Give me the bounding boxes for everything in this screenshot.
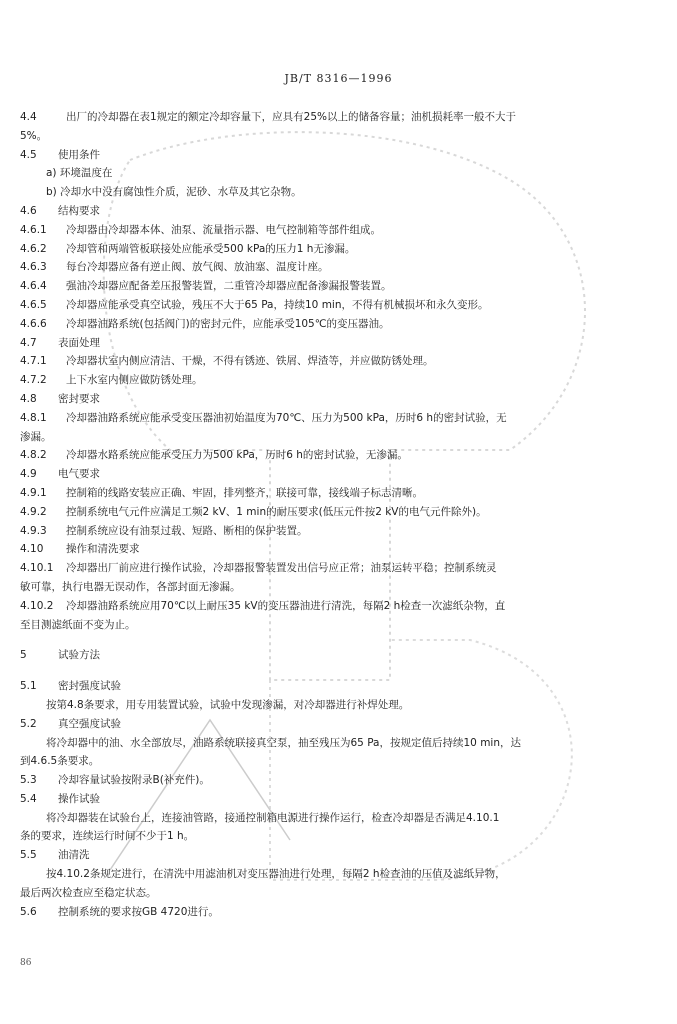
clause-text: 冷却管和两端管板联接处应能承受500 kPa的压力1 h无渗漏。 [66, 242, 356, 255]
clause-4-6-4 [20, 277, 645, 296]
clause-text: 冷却器油路系统应用70℃以上耐压35 kV的变压器油进行清洗，每隔2 h检查一次滤纸杂物，直 [66, 599, 506, 612]
clause-4-5 [20, 146, 645, 165]
clause-5-2-continued [20, 752, 645, 771]
clause-5-5-text [20, 865, 645, 884]
section-gap [20, 634, 645, 646]
clause-text: 冷却器由冷却器本体、油泵、流量指示器、电气控制箱等部件组成。 [66, 223, 381, 236]
clause-title: 密封要求 [58, 392, 100, 405]
clause-text: 冷却器应能承受真空试验，残压不大于65 Pa，持续10 min，不得有机械损坏和永久变形。 [66, 298, 489, 311]
section-number: 5 [20, 649, 27, 662]
page-header: JB/T 8316—1996 [284, 72, 393, 85]
clause-number: 4.7 [20, 336, 37, 349]
clause-5-5 [20, 846, 645, 865]
clause-number: 4.9.3 [20, 524, 47, 537]
clause-4-9 [20, 465, 645, 484]
clause-number: 5.2 [20, 717, 37, 730]
clause-text: 按第4.8条要求，用专用装置试验，试验中发现渗漏，对冷却器进行补焊处理。 [46, 698, 410, 711]
clause-number: 5.5 [20, 849, 37, 862]
clause-number: 5.6 [20, 905, 37, 918]
clause-text: 敏可靠，执行电器无误动作，各部封面无渗漏。 [20, 580, 241, 593]
clause-5-6 [20, 903, 645, 922]
clause-text: 条的要求，连续运行时间不少于1 h。 [20, 830, 195, 843]
clause-5-5-continued [20, 884, 645, 903]
clause-4-8-2 [20, 446, 645, 465]
clause-text: 最后两次检查应至稳定状态。 [20, 886, 157, 899]
clause-4-9-1 [20, 484, 645, 503]
clause-number: 4.10.2 [20, 599, 54, 612]
clause-title: 操作和清洗要求 [66, 543, 140, 556]
clause-number: 4.7.1 [20, 355, 47, 368]
clause-number: 4.10.1 [20, 562, 54, 575]
clause-text: 冷却器油路系统应能承受变压器油初始温度为70℃、压力为500 kPa，历时6 h的密封试验，无 [66, 411, 507, 424]
clause-text: 按4.10.2条规定进行，在清洗中用滤油机对变压器油进行处理，每隔2 h检查油的压值及滤纸异物， [46, 868, 506, 881]
clause-5-2-text [20, 734, 645, 753]
document-body [20, 108, 645, 921]
clause-number: 4.4 [20, 111, 37, 123]
clause-4-6 [20, 202, 645, 221]
clause-4-6-2 [20, 240, 645, 259]
clause-4-9-3 [20, 522, 645, 541]
clause-4-10-1 [20, 559, 645, 578]
clause-4-8-1 [20, 409, 645, 428]
clause-text: 强油冷却器应配备差压报警装置，二重管冷却器应配备渗漏报警装置。 [66, 280, 392, 293]
clause-number: 4.6.4 [20, 280, 47, 293]
clause-title: 使用条件 [58, 148, 100, 161]
clause-5-4-text [20, 809, 645, 828]
clause-title: 表面处理 [58, 336, 100, 349]
clause-text: 5%。 [20, 129, 48, 142]
clause-4-5-a [20, 164, 645, 183]
clause-text: 控制箱的线路安装应正确、牢固，排列整齐，联接可靠，接线端子标志清晰。 [66, 486, 423, 499]
clause-text: 上下水室内侧应做防锈处理。 [66, 374, 203, 387]
clause-number: 4.10 [20, 543, 44, 556]
clause-number: 4.8.1 [20, 411, 47, 424]
clause-text: b) 冷却水中没有腐蚀性介质，泥砂、水草及其它杂物。 [46, 186, 302, 199]
clause-text: 至目测滤纸面不变为止。 [20, 618, 136, 631]
section-title: 试验方法 [58, 649, 100, 662]
clause-4-7-2 [20, 371, 645, 390]
clause-text: 出厂的冷却器在表1规定的额定冷却容量下，应具有25%以上的储备容量；油机损耗率一般不大于 [66, 111, 517, 123]
clause-number: 4.6.2 [20, 242, 47, 255]
clause-5-3 [20, 771, 645, 790]
clause-4-7 [20, 334, 645, 353]
clause-text: 控制系统的要求按GB 4720进行。 [58, 905, 219, 918]
clause-4-8 [20, 390, 645, 409]
clause-number: 4.5 [20, 148, 37, 161]
clause-4-6-1 [20, 221, 645, 240]
clause-4-4 [20, 108, 645, 127]
clause-text: 到4.6.5条要求。 [20, 755, 100, 768]
clause-text: 将冷却器装在试验台上，连接油管路，接通控制箱电源进行操作运行，检查冷却器是否满足4.10.1 [46, 811, 500, 824]
section-5 [20, 646, 645, 665]
clause-4-10 [20, 540, 645, 559]
clause-4-10-1-continued [20, 578, 645, 597]
clause-title: 电气要求 [58, 468, 100, 481]
clause-text: 冷却容量试验按附录B(补充件)。 [58, 774, 210, 787]
clause-4-10-2 [20, 597, 645, 616]
clause-title: 密封强度试验 [58, 680, 121, 693]
clause-title: 油清洗 [58, 849, 90, 862]
clause-4-6-3 [20, 258, 645, 277]
clause-text: 冷却器油路系统(包括阀门)的密封元件，应能承受105℃的变压器油。 [66, 317, 390, 330]
clause-number: 4.6.5 [20, 298, 47, 311]
clause-4-9-2 [20, 503, 645, 522]
clause-4-8-1-continued [20, 428, 645, 447]
clause-5-1-text [20, 696, 645, 715]
clause-text: 冷却器出厂前应进行操作试验，冷却器报警装置发出信号应正常；油泵运转平稳；控制系统灵 [66, 562, 497, 575]
clause-number: 4.9.2 [20, 505, 47, 518]
clause-4-5-b [20, 183, 645, 202]
clause-number: 5.1 [20, 680, 37, 693]
clause-number: 4.6.1 [20, 223, 47, 236]
clause-4-7-1 [20, 352, 645, 371]
clause-number: 4.6.3 [20, 261, 47, 274]
clause-number: 5.3 [20, 774, 37, 787]
clause-text: 冷却器状室内侧应清洁、干燥，不得有锈迹、铁屑、焊渣等，并应做防锈处理。 [66, 355, 434, 368]
clause-5-2 [20, 715, 645, 734]
clause-number: 4.6.6 [20, 317, 47, 330]
clause-5-4-continued [20, 827, 645, 846]
clause-4-6-6 [20, 315, 645, 334]
clause-title: 真空强度试验 [58, 717, 121, 730]
page-number: 86 [20, 958, 32, 968]
clause-5-1 [20, 677, 645, 696]
clause-text: 冷却器水路系统应能承受压力为500 kPa，历时6 h的密封试验，无渗漏。 [66, 449, 408, 462]
clause-title: 操作试验 [58, 792, 100, 805]
clause-text: 将冷却器中的油、水全部放尽，油路系统联接真空泵，抽至残压为65 Pa，按规定值后持续10 min，达 [46, 736, 521, 749]
clause-4-4-continued [20, 127, 645, 146]
clause-number: 4.7.2 [20, 374, 47, 387]
clause-4-6-5 [20, 296, 645, 315]
clause-text: a) 环境温度在 [46, 167, 113, 180]
clause-title: 结构要求 [58, 204, 100, 217]
clause-text: 控制系统应设有油泵过载、短路、断相的保护装置。 [66, 524, 308, 537]
clause-number: 4.8.2 [20, 449, 47, 462]
clause-text: 渗漏。 [20, 430, 52, 443]
clause-text: 控制系统电气元件应满足工频2 kV、1 min的耐压要求(低压元件按2 kV的电气元件除外)。 [66, 505, 487, 518]
section-gap [20, 665, 645, 677]
clause-number: 4.6 [20, 204, 37, 217]
clause-text: 每台冷却器应备有逆止阀、放气阀、放油塞、温度计座。 [66, 261, 329, 274]
clause-5-4 [20, 790, 645, 809]
clause-number: 4.9.1 [20, 486, 47, 499]
clause-number: 5.4 [20, 792, 37, 805]
clause-4-10-2-continued [20, 616, 645, 635]
clause-number: 4.9 [20, 468, 37, 481]
clause-number: 4.8 [20, 392, 37, 405]
